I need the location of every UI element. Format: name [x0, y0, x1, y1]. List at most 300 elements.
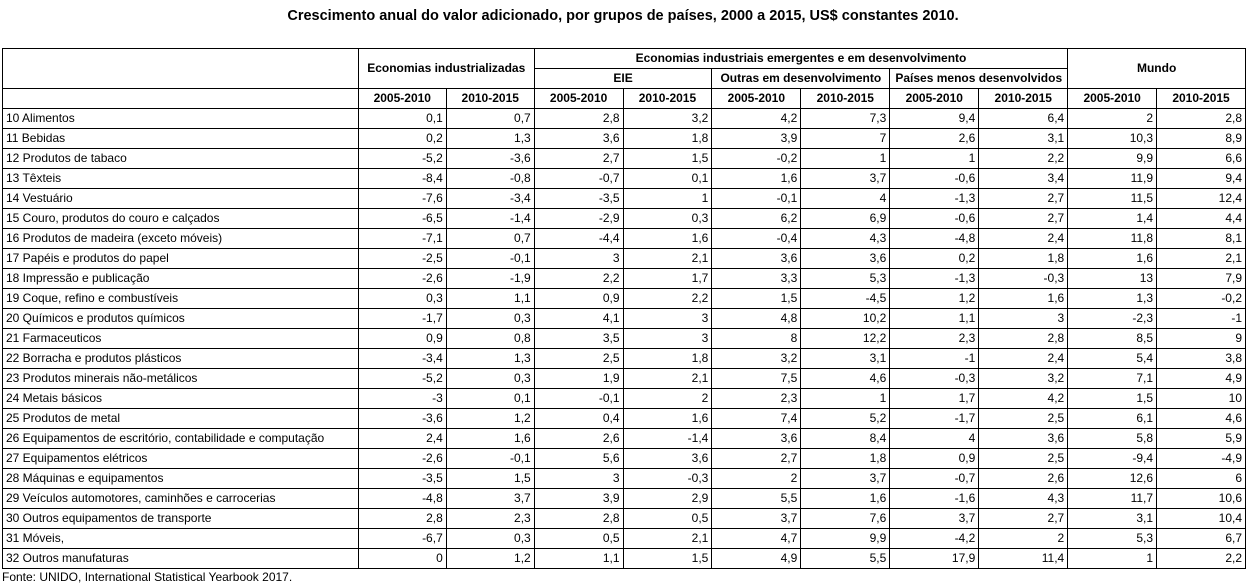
value-cell: -7,6 [358, 189, 446, 209]
value-cell: -0,1 [534, 389, 623, 409]
value-cell: 4,3 [979, 489, 1068, 509]
value-cell: -2,9 [534, 209, 623, 229]
value-cell: -0,1 [446, 249, 534, 269]
value-cell: 0,7 [446, 229, 534, 249]
value-cell: -0,3 [890, 369, 979, 389]
row-label: 25 Produtos de metal [3, 409, 359, 429]
value-cell: 7,6 [801, 509, 890, 529]
value-cell: 1,3 [446, 349, 534, 369]
row-label: 12 Produtos de tabaco [3, 149, 359, 169]
value-cell: -4,4 [534, 229, 623, 249]
value-cell: 1,6 [979, 289, 1068, 309]
value-cell: 2,6 [890, 129, 979, 149]
value-cell: -9,4 [1068, 449, 1157, 469]
header-row-groups [3, 49, 1246, 69]
row-label: 23 Produtos minerais não-metálicos [3, 369, 359, 389]
value-cell: 3,6 [712, 249, 801, 269]
value-cell: -2,3 [1068, 309, 1157, 329]
value-cell: 1 [623, 189, 712, 209]
value-cell: -4,9 [1157, 449, 1246, 469]
table-row [3, 389, 1246, 409]
value-cell: -1,6 [890, 489, 979, 509]
row-label: 21 Farmaceuticos [3, 329, 359, 349]
value-cell: 3,5 [534, 329, 623, 349]
value-cell: 6 [1157, 469, 1246, 489]
row-label: 30 Outros equipamentos de transporte [3, 509, 359, 529]
value-cell: 0,4 [534, 409, 623, 429]
value-cell: 3,6 [801, 249, 890, 269]
value-cell: 3,7 [446, 489, 534, 509]
value-cell: 3,6 [534, 129, 623, 149]
value-cell: 2,7 [979, 209, 1068, 229]
value-cell: -4,5 [801, 289, 890, 309]
value-cell: -8,4 [358, 169, 446, 189]
value-cell: 1,5 [1068, 389, 1157, 409]
value-cell: 1,2 [446, 549, 534, 569]
value-cell: 2,5 [979, 409, 1068, 429]
value-cell: 2 [979, 529, 1068, 549]
value-cell: 4,2 [712, 109, 801, 129]
header-eie: EIE [534, 69, 712, 89]
value-cell: -3,6 [446, 149, 534, 169]
value-cell: 2,2 [979, 149, 1068, 169]
value-cell: 4,4 [1157, 209, 1246, 229]
value-cell: 7,3 [801, 109, 890, 129]
header-least-dev: Países menos desenvolvidos [890, 69, 1068, 89]
value-cell: 0,7 [446, 109, 534, 129]
value-cell: 3,1 [979, 129, 1068, 149]
value-cell: 0,5 [623, 509, 712, 529]
value-cell: 2,6 [979, 469, 1068, 489]
value-cell: 1,8 [801, 449, 890, 469]
value-cell: 3,9 [712, 129, 801, 149]
value-cell: 0,3 [446, 529, 534, 549]
value-cell: 2,1 [623, 249, 712, 269]
value-cell: 3 [534, 249, 623, 269]
value-cell: 2,8 [1157, 109, 1246, 129]
value-cell: 3,9 [534, 489, 623, 509]
value-cell: 5,5 [712, 489, 801, 509]
value-cell: 11,7 [1068, 489, 1157, 509]
value-cell: -1,9 [446, 269, 534, 289]
value-cell: 3,6 [712, 429, 801, 449]
value-cell: 3 [979, 309, 1068, 329]
value-cell: 2,2 [1157, 549, 1246, 569]
table-row [3, 549, 1246, 569]
value-cell: -3,6 [358, 409, 446, 429]
value-cell: 1,1 [534, 549, 623, 569]
value-cell: 11,9 [1068, 169, 1157, 189]
value-cell: 2,8 [979, 329, 1068, 349]
value-cell: 3,8 [1157, 349, 1246, 369]
value-cell: 9,9 [1068, 149, 1157, 169]
value-cell: 4,8 [712, 309, 801, 329]
period-header: 2010-2015 [979, 89, 1068, 109]
value-cell: 2,7 [534, 149, 623, 169]
period-header: 2010-2015 [623, 89, 712, 109]
value-cell: 3,1 [1068, 509, 1157, 529]
value-cell: 1 [801, 389, 890, 409]
header-blank [3, 49, 359, 89]
value-cell: 1,1 [890, 309, 979, 329]
value-cell: 3,7 [801, 469, 890, 489]
value-cell: 2,3 [446, 509, 534, 529]
value-cell: 2,7 [712, 449, 801, 469]
source-note: Fonte: UNIDO, International Statistical Yearbook 2017. [2, 570, 293, 584]
header-row-periods [3, 89, 1246, 109]
value-cell: 3 [623, 309, 712, 329]
value-cell: -3 [358, 389, 446, 409]
value-cell: 6,4 [979, 109, 1068, 129]
value-cell: 3,7 [801, 169, 890, 189]
value-cell: 0,8 [446, 329, 534, 349]
value-cell: 0,1 [623, 169, 712, 189]
value-cell: 10,2 [801, 309, 890, 329]
table-row [3, 229, 1246, 249]
value-cell: -2,6 [358, 449, 446, 469]
value-cell: 5,9 [1157, 429, 1246, 449]
value-cell: 12,4 [1157, 189, 1246, 209]
value-cell: 2 [1068, 109, 1157, 129]
value-cell: 1,5 [446, 469, 534, 489]
value-cell: 1,3 [1068, 289, 1157, 309]
value-cell: 3 [623, 329, 712, 349]
value-cell: -0,1 [712, 189, 801, 209]
value-cell: 6,7 [1157, 529, 1246, 549]
value-cell: 2,1 [623, 369, 712, 389]
value-cell: 2,4 [358, 429, 446, 449]
value-cell: 3,2 [979, 369, 1068, 389]
value-cell: -0,8 [446, 169, 534, 189]
value-cell: 5,3 [801, 269, 890, 289]
value-cell: 4,6 [1157, 409, 1246, 429]
value-cell: 9,4 [890, 109, 979, 129]
value-cell: 0,3 [446, 369, 534, 389]
header-blank-period [3, 89, 359, 109]
value-cell: -1,3 [890, 269, 979, 289]
value-cell: 8,9 [1157, 129, 1246, 149]
table-row [3, 329, 1246, 349]
value-cell: 2,7 [979, 509, 1068, 529]
value-cell: 2,2 [623, 289, 712, 309]
value-cell: 2,9 [623, 489, 712, 509]
value-cell: 2 [623, 389, 712, 409]
table-row [3, 469, 1246, 489]
row-label: 24 Metais básicos [3, 389, 359, 409]
header-world: Mundo [1068, 49, 1246, 89]
table-row [3, 369, 1246, 389]
value-cell: -0,3 [979, 269, 1068, 289]
table-row [3, 509, 1246, 529]
row-label: 10 Alimentos [3, 109, 359, 129]
value-cell: -1,4 [446, 209, 534, 229]
value-cell: 1,8 [623, 129, 712, 149]
table-row [3, 449, 1246, 469]
value-cell: 3,2 [623, 109, 712, 129]
table-row [3, 289, 1246, 309]
header-emerging: Economias industriais emergentes e em desenvolvimento [534, 49, 1068, 69]
value-cell: 1,9 [534, 369, 623, 389]
row-label: 17 Papéis e produtos do papel [3, 249, 359, 269]
row-label: 15 Couro, produtos do couro e calçados [3, 209, 359, 229]
value-cell: 1,6 [623, 409, 712, 429]
value-cell: 5,8 [1068, 429, 1157, 449]
table-row [3, 529, 1246, 549]
value-cell: 1,5 [712, 289, 801, 309]
row-label: 14 Vestuário [3, 189, 359, 209]
value-cell: -2,6 [358, 269, 446, 289]
row-label: 32 Outros manufaturas [3, 549, 359, 569]
value-cell: -0,4 [712, 229, 801, 249]
value-cell: 7,5 [712, 369, 801, 389]
row-label: 20 Químicos e produtos químicos [3, 309, 359, 329]
value-cell: 1,6 [446, 429, 534, 449]
value-cell: 2,3 [712, 389, 801, 409]
value-cell: 3,6 [979, 429, 1068, 449]
value-cell: 8,1 [1157, 229, 1246, 249]
value-cell: -6,7 [358, 529, 446, 549]
value-cell: 1,8 [979, 249, 1068, 269]
row-label: 16 Produtos de madeira (exceto móveis) [3, 229, 359, 249]
value-cell: 3,7 [712, 509, 801, 529]
value-cell: 6,2 [712, 209, 801, 229]
value-cell: 2,4 [979, 349, 1068, 369]
value-cell: 1,1 [446, 289, 534, 309]
value-cell: -5,2 [358, 369, 446, 389]
value-cell: 6,1 [1068, 409, 1157, 429]
value-cell: -1 [1157, 309, 1246, 329]
table-title: Crescimento anual do valor adicionado, por grupos de países, 2000 a 2015, US$ constantes 2010. [287, 8, 959, 24]
value-cell: 1 [801, 149, 890, 169]
value-cell: 0,9 [534, 289, 623, 309]
value-cell: 0 [358, 549, 446, 569]
growth-table [2, 48, 1246, 569]
value-cell: 1,6 [801, 489, 890, 509]
period-header: 2010-2015 [446, 89, 534, 109]
value-cell: 9,4 [1157, 169, 1246, 189]
table-row [3, 309, 1246, 329]
value-cell: 10 [1157, 389, 1246, 409]
period-header: 2005-2010 [534, 89, 623, 109]
value-cell: 1,7 [623, 269, 712, 289]
value-cell: 3,4 [979, 169, 1068, 189]
table-row [3, 189, 1246, 209]
value-cell: -1,7 [358, 309, 446, 329]
header-industrialized: Economias industrializadas [358, 49, 534, 89]
value-cell: 2,5 [979, 449, 1068, 469]
value-cell: -2,5 [358, 249, 446, 269]
row-label: 19 Coque, refino e combustíveis [3, 289, 359, 309]
value-cell: 4,2 [979, 389, 1068, 409]
value-cell: 5,3 [1068, 529, 1157, 549]
value-cell: -1,7 [890, 409, 979, 429]
period-header: 2005-2010 [358, 89, 446, 109]
value-cell: 1,6 [1068, 249, 1157, 269]
table-row [3, 249, 1246, 269]
value-cell: 6,6 [1157, 149, 1246, 169]
value-cell: -4,2 [890, 529, 979, 549]
value-cell: 1,5 [623, 149, 712, 169]
value-cell: -1,4 [623, 429, 712, 449]
value-cell: 0,1 [358, 109, 446, 129]
value-cell: -6,5 [358, 209, 446, 229]
period-header: 2010-2015 [801, 89, 890, 109]
value-cell: 11,4 [979, 549, 1068, 569]
value-cell: 5,6 [534, 449, 623, 469]
value-cell: 4 [801, 189, 890, 209]
value-cell: 1,6 [623, 229, 712, 249]
row-label: 31 Móveis, [3, 529, 359, 549]
value-cell: 4,6 [801, 369, 890, 389]
value-cell: 4 [890, 429, 979, 449]
value-cell: -0,7 [534, 169, 623, 189]
value-cell: 7,9 [1157, 269, 1246, 289]
value-cell: 1,2 [446, 409, 534, 429]
value-cell: 2,8 [534, 109, 623, 129]
value-cell: -0,2 [712, 149, 801, 169]
value-cell: 9,9 [801, 529, 890, 549]
value-cell: 0,9 [358, 329, 446, 349]
value-cell: 2,1 [1157, 249, 1246, 269]
value-cell: 4,7 [712, 529, 801, 549]
value-cell: 1,2 [890, 289, 979, 309]
period-header: 2005-2010 [712, 89, 801, 109]
row-label: 11 Bebidas [3, 129, 359, 149]
period-header: 2005-2010 [1068, 89, 1157, 109]
value-cell: 12,2 [801, 329, 890, 349]
value-cell: 2,2 [534, 269, 623, 289]
value-cell: 3 [534, 469, 623, 489]
value-cell: 1,4 [1068, 209, 1157, 229]
value-cell: 2,8 [358, 509, 446, 529]
value-cell: 7,4 [712, 409, 801, 429]
value-cell: 11,8 [1068, 229, 1157, 249]
value-cell: 3,6 [623, 449, 712, 469]
value-cell: 2,5 [534, 349, 623, 369]
value-cell: 10,3 [1068, 129, 1157, 149]
value-cell: 7,1 [1068, 369, 1157, 389]
value-cell: 12,6 [1068, 469, 1157, 489]
value-cell: 1,7 [890, 389, 979, 409]
value-cell: 5,4 [1068, 349, 1157, 369]
value-cell: 1,5 [623, 549, 712, 569]
value-cell: 4,9 [712, 549, 801, 569]
value-cell: 9 [1157, 329, 1246, 349]
value-cell: 0,2 [358, 129, 446, 149]
table-row [3, 149, 1246, 169]
value-cell: -3,4 [358, 349, 446, 369]
value-cell: 2,7 [979, 189, 1068, 209]
table-row [3, 489, 1246, 509]
value-cell: -0,6 [890, 169, 979, 189]
value-cell: 6,9 [801, 209, 890, 229]
value-cell: 5,2 [801, 409, 890, 429]
value-cell: 17,9 [890, 549, 979, 569]
value-cell: -7,1 [358, 229, 446, 249]
value-cell: 0,2 [890, 249, 979, 269]
row-label: 27 Equipamentos elétricos [3, 449, 359, 469]
value-cell: 0,3 [358, 289, 446, 309]
value-cell: 0,1 [446, 389, 534, 409]
value-cell: 8,4 [801, 429, 890, 449]
row-label: 18 Impressão e publicação [3, 269, 359, 289]
value-cell: 2,6 [534, 429, 623, 449]
value-cell: 0,3 [623, 209, 712, 229]
value-cell: -4,8 [358, 489, 446, 509]
table-row [3, 129, 1246, 149]
value-cell: -3,4 [446, 189, 534, 209]
value-cell: 2 [712, 469, 801, 489]
period-header: 2010-2015 [1157, 89, 1246, 109]
row-label: 29 Veículos automotores, caminhões e carrocerias [3, 489, 359, 509]
value-cell: 1 [890, 149, 979, 169]
value-cell: 4,1 [534, 309, 623, 329]
value-cell: 1,8 [623, 349, 712, 369]
value-cell: 1 [1068, 549, 1157, 569]
value-cell: -0,2 [1157, 289, 1246, 309]
value-cell: 2,3 [890, 329, 979, 349]
value-cell: 4,3 [801, 229, 890, 249]
value-cell: -0,1 [446, 449, 534, 469]
table-row [3, 409, 1246, 429]
value-cell: -0,7 [890, 469, 979, 489]
value-cell: -5,2 [358, 149, 446, 169]
value-cell: 8 [712, 329, 801, 349]
value-cell: 1,6 [712, 169, 801, 189]
value-cell: -3,5 [358, 469, 446, 489]
header-other-dev: Outras em desenvolvimento [712, 69, 890, 89]
value-cell: -0,3 [623, 469, 712, 489]
table-row [3, 169, 1246, 189]
value-cell: 2,4 [979, 229, 1068, 249]
value-cell: -1 [890, 349, 979, 369]
value-cell: 3,2 [712, 349, 801, 369]
table-row [3, 349, 1246, 369]
table-row [3, 429, 1246, 449]
value-cell: -0,6 [890, 209, 979, 229]
value-cell: 0,3 [446, 309, 534, 329]
table-body [3, 109, 1246, 569]
value-cell: -1,3 [890, 189, 979, 209]
value-cell: 5,5 [801, 549, 890, 569]
value-cell: 8,5 [1068, 329, 1157, 349]
value-cell: 3,7 [890, 509, 979, 529]
table-row [3, 109, 1246, 129]
value-cell: 7 [801, 129, 890, 149]
value-cell: 1,3 [446, 129, 534, 149]
table-row [3, 269, 1246, 289]
row-label: 28 Máquinas e equipamentos [3, 469, 359, 489]
value-cell: 3,3 [712, 269, 801, 289]
value-cell: 13 [1068, 269, 1157, 289]
value-cell: 10,6 [1157, 489, 1246, 509]
row-label: 22 Borracha e produtos plásticos [3, 349, 359, 369]
value-cell: 0,9 [890, 449, 979, 469]
value-cell: 4,9 [1157, 369, 1246, 389]
period-header: 2005-2010 [890, 89, 979, 109]
value-cell: -4,8 [890, 229, 979, 249]
value-cell: 10,4 [1157, 509, 1246, 529]
value-cell: 0,5 [534, 529, 623, 549]
value-cell: 2,8 [534, 509, 623, 529]
value-cell: 11,5 [1068, 189, 1157, 209]
table-row [3, 209, 1246, 229]
value-cell: 2,1 [623, 529, 712, 549]
row-label: 26 Equipamentos de escritório, contabilidade e computação [3, 429, 359, 449]
value-cell: 3,1 [801, 349, 890, 369]
value-cell: -3,5 [534, 189, 623, 209]
row-label: 13 Têxteis [3, 169, 359, 189]
